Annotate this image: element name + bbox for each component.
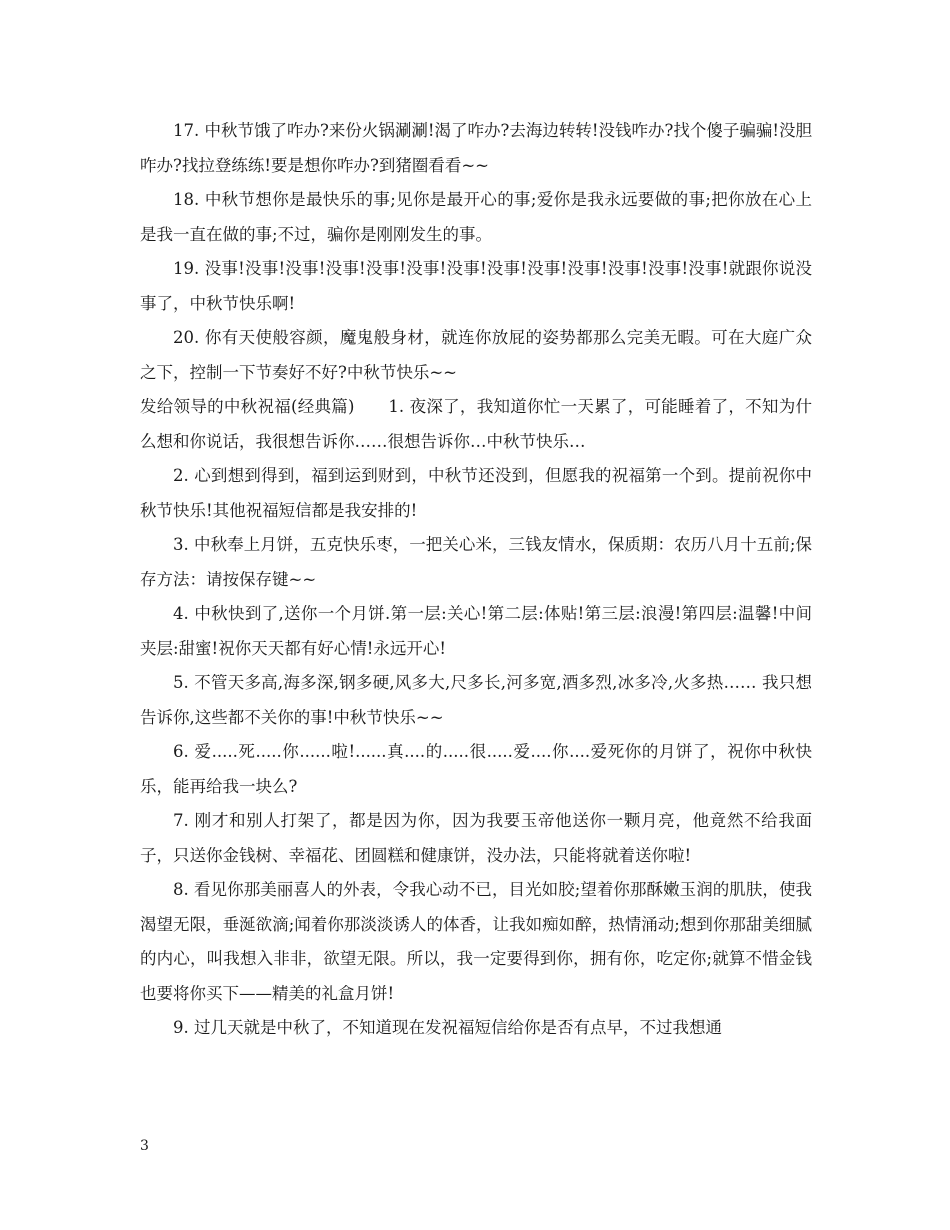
paragraph-7: 7. 刚才和别人打架了，都是因为你，因为我要玉帝他送你一颗月亮，他竟然不给我面子，只送你金钱树、幸福花、团圆糕和健康饼，没办法，只能将就着送你啦!	[140, 811, 812, 865]
paragraph-6: 6. 爱.....死.....你......啦!......真....的.....很.....爱....你....爱死你的月饼了，祝你中秋快乐，能再给我一块么?	[140, 742, 812, 796]
document-body	[140, 114, 812, 1046]
page-number: 3	[140, 1138, 149, 1154]
paragraph-9: 9. 过几天就是中秋了，不知道现在发祝福短信给你是否有点早，不过我想通	[173, 1018, 722, 1037]
section-heading-leader-wishes: 发给领导的中秋祝福(经典篇) 1. 夜深了，我知道你忙一天累了，可能睡着了，不知为什么想和你说话，我很想告诉你……很想告诉你…中秋节快乐…	[140, 397, 812, 451]
paragraph-20: 20. 你有天使般容颜，魔鬼般身材，就连你放屁的姿势都那么完美无暇。可在大庭广众之下，控制一下节奏好不好?中秋节快乐~~	[140, 328, 812, 382]
paragraph-2: 2. 心到想到得到，福到运到财到，中秋节还没到，但愿我的祝福第一个到。提前祝你中秋节快乐!其他祝福短信都是我安排的!	[140, 466, 812, 520]
paragraph-5: 5. 不管天多高,海多深,钢多硬,风多大,尺多长,河多宽,酒多烈,冰多冷,火多热…… 我只想告诉你,这些都不关你的事!中秋节快乐~~	[140, 673, 812, 727]
paragraph-19: 19. 没事!没事!没事!没事!没事!没事!没事!没事!没事!没事!没事!没事!没事!就跟你说没事了，中秋节快乐啊!	[140, 259, 812, 313]
paragraph-4: 4. 中秋快到了,送你一个月饼.第一层:关心!第二层:体贴!第三层:浪漫!第四层:温馨!中间夹层:甜蜜!祝你天天都有好心情!永远开心!	[140, 604, 812, 658]
paragraph-3: 3. 中秋奉上月饼，五克快乐枣，一把关心米，三钱友情水，保质期：农历八月十五前;保存方法：请按保存键~~	[140, 535, 812, 589]
paragraph-8: 8. 看见你那美丽喜人的外表，令我心动不已，目光如胶;望着你那酥嫩玉润的肌肤，使我渴望无限，垂涎欲滴;闻着你那淡淡诱人的体香，让我如痴如醉，热情涌动;想到你那甜美细腻的内心，叫我想入非非，欲望无限。所以，我一定要得到你，拥有你，吃定你;就算不惜金钱也要将你买下——精美的礼盒月饼!	[140, 880, 812, 1003]
paragraph-18: 18. 中秋节想你是最快乐的事;见你是最开心的事;爱你是我永远要做的事;把你放在心上是我一直在做的事;不过，骗你是刚刚发生的事。	[140, 190, 812, 244]
paragraph-17: 17. 中秋节饿了咋办?来份火锅涮涮!渴了咋办?去海边转转!没钱咋办?找个傻子骗骗!没胆咋办?找拉登练练!要是想你咋办?到猪圈看看~~	[140, 121, 812, 175]
